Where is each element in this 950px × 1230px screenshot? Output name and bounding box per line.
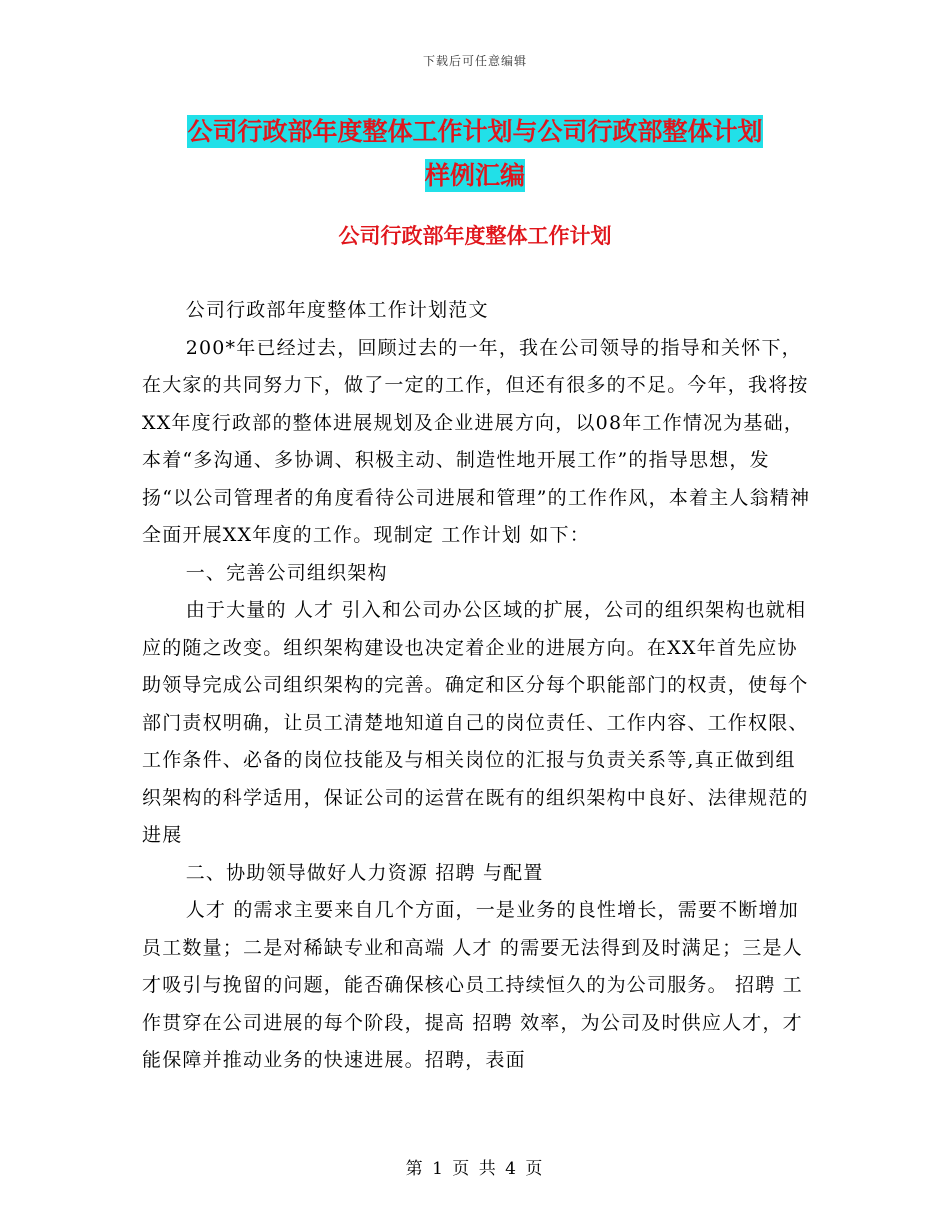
title-line-1: 公司行政部年度整体工作计划与公司行政部整体计划 [187,117,763,146]
document-title [150,110,800,198]
title-line-2: 样例汇编 [424,161,525,190]
paragraph-review: 200*年已经过去，回顾过去的一年，我在公司领导的指导和关怀下，在大家的共同努力下，做了一定的工作，但还有很多的不足。今年，我将按XX年度行政部的整体进展规划及企业进展方向，以08年工作情况为基础，本着“多沟通、多协调、积极主动、制造性地开展工作”的指导思想，发扬“以公司管理者的角度看待公司进展和管理”的工作作风，本着主人翁精神全面开展XX年度的工作。现制定 工作计划 如下： [142,336,811,546]
paragraph-org-structure: 由于大量的 人才 引入和公司办公区域的扩展，公司的组织架构也就相应的随之改变。组织架构建设也决定着企业的进展方向。在XX年首先应协助领导完成公司组织架构的完善。确定和区分每个职能部门的权责，使每个部门责权明确，让员工清楚地知道自己的岗位责任、工作内容、工作权限、工作条件、必备的岗位技能及与相关岗位的汇报与负责关系等,真正做到组织架构的科学适用，保证公司的运营在既有的组织架构中良好、法律规范的进展 [142,599,809,846]
section-title: 公司行政部年度整体工作计划 [338,224,612,248]
heading-one: 一、完善公司组织架构 [185,561,388,584]
page-header: 下载后可任意编辑 [422,54,527,68]
paragraph-recruitment: 人才 的需求主要来自几个方面，一是业务的良性增长，需要不断增加员工数量；二是对稀缺专业和高端 人才 的需要无法得到及时满足；三是人才吸引与挽留的问题，能否确保核心员工持续恒久的为公司服务。 招聘 工作贯穿在公司进展的每个阶段，提高 招聘 效率，为公司及时供应人才，才能保障并推动业务的快速进展。招聘，表面 [142,899,803,1071]
body-text [142,292,812,1080]
page-footer: 第 1 页 共 4 页 [405,1159,545,1179]
paragraph-intro: 公司行政部年度整体工作计划范文 [185,299,489,321]
heading-two: 二、协助领导做好人力资源 招聘 与配置 [185,861,544,884]
